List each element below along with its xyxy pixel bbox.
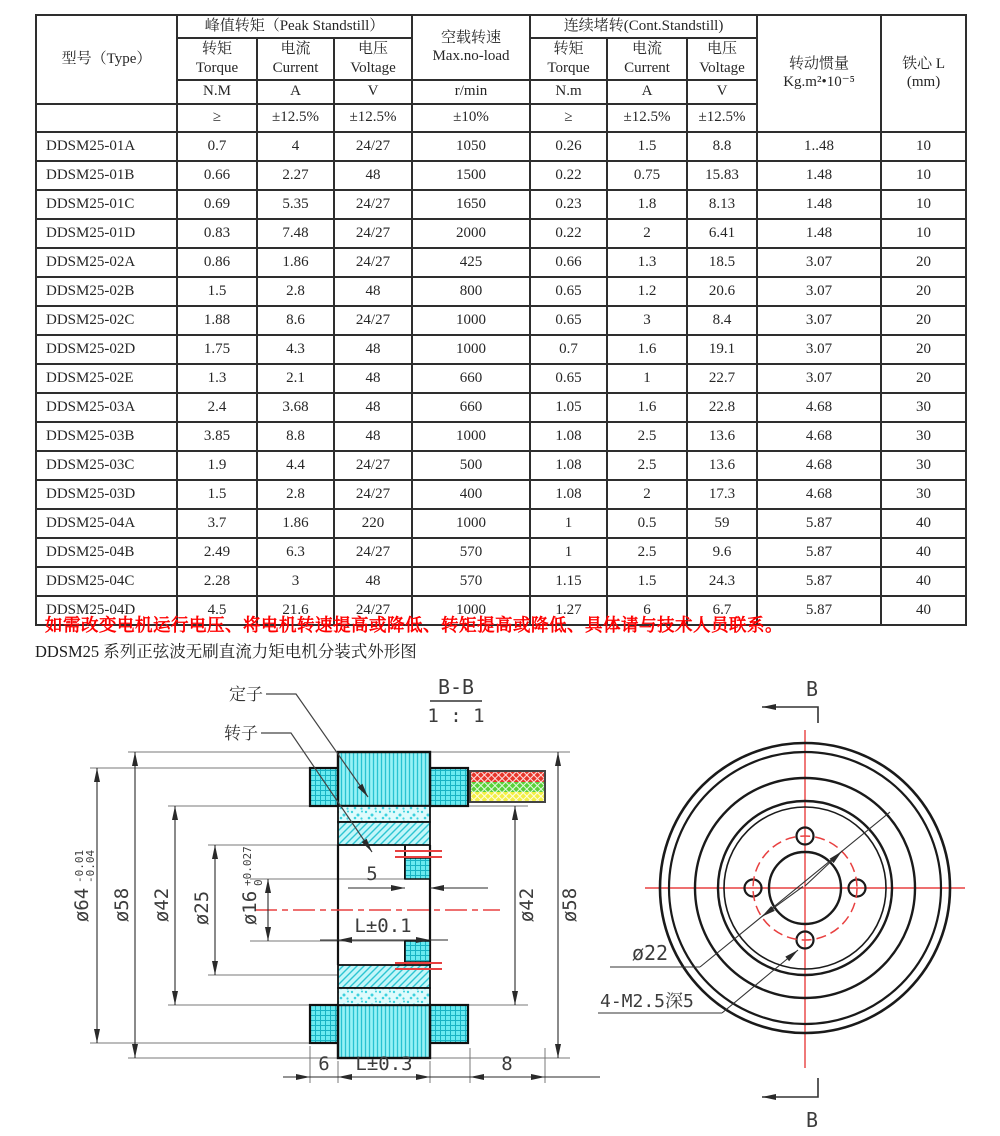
inertia-unit: Kg.m²•10⁻⁵ <box>783 74 855 91</box>
cell-cont-current: 6 <box>607 596 687 625</box>
peak-current-en: Current <box>272 59 319 76</box>
cont-current-cn: 电流 <box>632 41 663 57</box>
cell-cont-voltage: 6.41 <box>687 219 757 248</box>
cell-noload-speed: 570 <box>412 538 530 567</box>
cont-voltage-en: Voltage <box>699 59 745 76</box>
svg-text:ø25: ø25 <box>191 890 213 926</box>
cell-cont-voltage: 22.7 <box>687 364 757 393</box>
cell-peak-current: 8.8 <box>257 422 334 451</box>
cell-peak-torque: 0.83 <box>177 219 257 248</box>
cell-core-length: 20 <box>881 306 966 335</box>
cell-peak-current: 2.1 <box>257 364 334 393</box>
cell-cont-current: 1.6 <box>607 335 687 364</box>
cell-core-length: 40 <box>881 509 966 538</box>
cell-noload-speed: 1500 <box>412 161 530 190</box>
cell-core-length: 30 <box>881 451 966 480</box>
cell-type: DDSM25-04B <box>36 538 177 567</box>
col-group-cont: 连续堵转(Cont.Standstill) <box>530 15 757 38</box>
cell-inertia: 1.48 <box>757 161 881 190</box>
cell-cont-voltage: 59 <box>687 509 757 538</box>
cell-peak-current: 1.86 <box>257 509 334 538</box>
cell-cont-torque: 1.08 <box>530 422 607 451</box>
tol-type-empty <box>36 104 177 132</box>
cell-type: DDSM25-04D <box>36 596 177 625</box>
table-row <box>36 132 966 161</box>
dim-dia58-left-label <box>111 888 133 922</box>
cell-peak-current: 8.6 <box>257 306 334 335</box>
cell-peak-voltage: 24/27 <box>334 480 412 509</box>
cell-peak-current: 4.4 <box>257 451 334 480</box>
cell-noload-speed: 425 <box>412 248 530 277</box>
unit-noload: r/min <box>412 80 530 104</box>
table-row <box>36 393 966 422</box>
cell-cont-torque: 1.05 <box>530 393 607 422</box>
cell-peak-torque: 1.5 <box>177 277 257 306</box>
cell-peak-voltage: 24/27 <box>334 538 412 567</box>
cell-peak-torque: 0.86 <box>177 248 257 277</box>
motor-cross-section <box>310 752 468 1058</box>
outline-drawing <box>0 660 1000 1136</box>
cell-peak-current: 4.3 <box>257 335 334 364</box>
cell-cont-voltage: 17.3 <box>687 480 757 509</box>
cell-noload-speed: 1650 <box>412 190 530 219</box>
cell-type: DDSM25-04A <box>36 509 177 538</box>
cell-peak-torque: 0.66 <box>177 161 257 190</box>
section-mark-bottom-label: B <box>805 1108 819 1132</box>
cell-core-length: 30 <box>881 422 966 451</box>
cell-core-length: 40 <box>881 538 966 567</box>
col-header-cont-torque <box>530 38 607 80</box>
svg-text:ø58: ø58 <box>111 887 133 923</box>
cell-peak-voltage: 24/27 <box>334 306 412 335</box>
cell-cont-current: 2.5 <box>607 538 687 567</box>
noload-en: Max.no-load <box>432 48 510 65</box>
cell-peak-current: 3 <box>257 567 334 596</box>
core-cn: 铁心 L <box>902 55 945 72</box>
cell-peak-current: 2.8 <box>257 480 334 509</box>
cell-cont-torque: 0.7 <box>530 335 607 364</box>
svg-text:ø42: ø42 <box>516 887 538 923</box>
cell-cont-torque: 1 <box>530 538 607 567</box>
cell-noload-speed: 1000 <box>412 509 530 538</box>
cell-cont-voltage: 18.5 <box>687 248 757 277</box>
cell-peak-voltage: 48 <box>334 335 412 364</box>
noload-cn: 空载转速 <box>441 29 502 46</box>
cell-cont-current: 1.6 <box>607 393 687 422</box>
cell-type: DDSM25-03A <box>36 393 177 422</box>
svg-text:ø16: ø16 <box>239 890 261 926</box>
cell-core-length: 40 <box>881 596 966 625</box>
cell-cont-current: 2 <box>607 219 687 248</box>
dia16-tol-lower: 0 <box>252 879 265 886</box>
cont-voltage-cn: 电压 <box>707 41 738 57</box>
dim-dia42-right-label <box>516 888 538 922</box>
end-view <box>598 677 965 1132</box>
dia16-tol-upper: +0.027 <box>241 846 254 886</box>
cell-peak-voltage: 48 <box>334 364 412 393</box>
section-cut-top <box>762 707 818 723</box>
tol-peak-torque: ≥ <box>177 104 257 132</box>
cell-cont-current: 1.5 <box>607 132 687 161</box>
unit-cont-voltage: V <box>687 80 757 104</box>
cell-peak-current: 2.8 <box>257 277 334 306</box>
cell-type: DDSM25-03C <box>36 451 177 480</box>
cell-cont-voltage: 19.1 <box>687 335 757 364</box>
col-header-peak-torque <box>177 38 257 80</box>
cell-core-length: 10 <box>881 132 966 161</box>
cell-type: DDSM25-02A <box>36 248 177 277</box>
tol-cont-torque: ≥ <box>530 104 607 132</box>
table-row <box>36 422 966 451</box>
cell-cont-voltage: 15.83 <box>687 161 757 190</box>
cell-cont-current: 1.2 <box>607 277 687 306</box>
thread-note-label: 4-M2.5深5 <box>600 991 694 1012</box>
cell-noload-speed: 1000 <box>412 335 530 364</box>
cell-inertia: 4.68 <box>757 393 881 422</box>
core-unit: (mm) <box>906 74 941 91</box>
cell-type: DDSM25-01A <box>36 132 177 161</box>
section-cut-bottom <box>762 1078 818 1097</box>
cont-current-en: Current <box>624 59 670 76</box>
end-view-centerlines <box>645 730 965 1068</box>
table-row <box>36 161 966 190</box>
cell-peak-torque: 1.88 <box>177 306 257 335</box>
cell-peak-voltage: 48 <box>334 161 412 190</box>
cell-peak-voltage: 48 <box>334 422 412 451</box>
cell-peak-voltage: 24/27 <box>334 219 412 248</box>
col-header-peak-voltage <box>334 38 412 80</box>
col-header-inertia <box>757 15 881 132</box>
cell-type: DDSM25-02B <box>36 277 177 306</box>
cell-peak-voltage: 220 <box>334 509 412 538</box>
cell-noload-speed: 1000 <box>412 422 530 451</box>
cell-peak-voltage: 24/27 <box>334 132 412 161</box>
cell-type: DDSM25-01C <box>36 190 177 219</box>
cell-core-length: 30 <box>881 480 966 509</box>
dim-dia16-label <box>239 846 265 925</box>
cell-inertia: 1..48 <box>757 132 881 161</box>
dim-l01-label: L±0.1 <box>354 915 412 937</box>
cont-torque-cn: 转矩 <box>553 41 584 57</box>
table-row <box>36 480 966 509</box>
cell-type: DDSM25-02C <box>36 306 177 335</box>
table-row <box>36 364 966 393</box>
cell-peak-torque: 0.69 <box>177 190 257 219</box>
cell-type: DDSM25-02E <box>36 364 177 393</box>
col-header-noload <box>412 15 530 80</box>
svg-text:ø42: ø42 <box>151 887 173 923</box>
dia64-tol-upper: -0.01 <box>73 849 86 883</box>
cell-cont-current: 3 <box>607 306 687 335</box>
section-title: B-B <box>437 675 475 699</box>
cell-cont-torque: 0.65 <box>530 306 607 335</box>
table-row <box>36 190 966 219</box>
cell-inertia: 3.07 <box>757 306 881 335</box>
spec-table-body <box>36 132 966 625</box>
cell-cont-torque: 0.65 <box>530 277 607 306</box>
cell-core-length: 20 <box>881 248 966 277</box>
unit-peak-voltage: V <box>334 80 412 104</box>
unit-peak-current: A <box>257 80 334 104</box>
outline-drawing-caption: DDSM25 系列正弦波无刷直流力矩电机分装式外形图 <box>35 642 417 661</box>
cell-inertia: 3.07 <box>757 248 881 277</box>
section-scale: 1 : 1 <box>427 705 485 727</box>
table-row <box>36 509 966 538</box>
cell-peak-torque: 1.3 <box>177 364 257 393</box>
lead-wires <box>470 771 545 802</box>
dim-6-label: 6 <box>318 1053 330 1075</box>
peak-current-cn: 电流 <box>280 41 311 57</box>
cell-cont-current: 0.75 <box>607 161 687 190</box>
cell-peak-current: 1.86 <box>257 248 334 277</box>
cell-peak-current: 3.68 <box>257 393 334 422</box>
cell-cont-voltage: 8.13 <box>687 190 757 219</box>
table-row <box>36 567 966 596</box>
cell-cont-voltage: 20.6 <box>687 277 757 306</box>
dim-l03-label: L±0.3 <box>355 1053 413 1075</box>
cell-peak-torque: 2.49 <box>177 538 257 567</box>
cell-core-length: 20 <box>881 277 966 306</box>
cell-cont-current: 1.3 <box>607 248 687 277</box>
cell-peak-current: 5.35 <box>257 190 334 219</box>
cell-peak-voltage: 24/27 <box>334 451 412 480</box>
cell-noload-speed: 500 <box>412 451 530 480</box>
cell-peak-torque: 4.5 <box>177 596 257 625</box>
cell-noload-speed: 2000 <box>412 219 530 248</box>
unit-cont-current: A <box>607 80 687 104</box>
tol-peak-voltage: ±12.5% <box>334 104 412 132</box>
col-header-cont-current <box>607 38 687 80</box>
cell-cont-voltage: 8.8 <box>687 132 757 161</box>
col-header-peak-current <box>257 38 334 80</box>
cell-type: DDSM25-04C <box>36 567 177 596</box>
cell-cont-torque: 0.26 <box>530 132 607 161</box>
cell-noload-speed: 1050 <box>412 132 530 161</box>
unit-peak-torque: N.M <box>177 80 257 104</box>
cell-inertia: 1.48 <box>757 190 881 219</box>
cell-peak-voltage: 48 <box>334 277 412 306</box>
cell-cont-current: 2 <box>607 480 687 509</box>
peak-voltage-cn: 电压 <box>358 41 389 57</box>
cell-noload-speed: 1000 <box>412 306 530 335</box>
cell-noload-speed: 1000 <box>412 596 530 625</box>
cell-cont-torque: 0.23 <box>530 190 607 219</box>
col-header-cont-voltage <box>687 38 757 80</box>
cell-core-length: 10 <box>881 161 966 190</box>
cell-cont-voltage: 13.6 <box>687 451 757 480</box>
cell-type: DDSM25-01D <box>36 219 177 248</box>
section-view <box>71 675 600 1083</box>
svg-text:ø58: ø58 <box>559 887 581 923</box>
cell-cont-torque: 0.22 <box>530 161 607 190</box>
cell-peak-current: 4 <box>257 132 334 161</box>
cell-core-length: 30 <box>881 393 966 422</box>
peak-torque-cn: 转矩 <box>201 41 232 57</box>
spec-table-header <box>36 15 966 132</box>
cell-peak-voltage: 48 <box>334 567 412 596</box>
cell-cont-current: 1.8 <box>607 190 687 219</box>
cell-inertia: 3.07 <box>757 364 881 393</box>
cell-cont-torque: 1.08 <box>530 451 607 480</box>
cell-cont-voltage: 13.6 <box>687 422 757 451</box>
cell-core-length: 10 <box>881 190 966 219</box>
cell-inertia: 5.87 <box>757 509 881 538</box>
cell-cont-torque: 0.66 <box>530 248 607 277</box>
dim-dia42-left-label <box>151 888 173 922</box>
cell-peak-torque: 0.7 <box>177 132 257 161</box>
cell-noload-speed: 400 <box>412 480 530 509</box>
cell-cont-voltage: 9.6 <box>687 538 757 567</box>
tol-peak-current: ±12.5% <box>257 104 334 132</box>
cell-type: DDSM25-03D <box>36 480 177 509</box>
cell-cont-current: 0.5 <box>607 509 687 538</box>
cell-cont-torque: 1.27 <box>530 596 607 625</box>
cell-peak-torque: 1.9 <box>177 451 257 480</box>
inertia-cn: 转动惯量 <box>789 55 850 72</box>
cell-noload-speed: 570 <box>412 567 530 596</box>
cell-peak-current: 2.27 <box>257 161 334 190</box>
cell-inertia: 5.87 <box>757 538 881 567</box>
dim-dia64-label <box>71 850 97 923</box>
cell-inertia: 5.87 <box>757 596 881 625</box>
peak-voltage-en: Voltage <box>350 59 396 76</box>
svg-text:ø64: ø64 <box>71 887 93 923</box>
table-row <box>36 306 966 335</box>
tol-cont-voltage: ±12.5% <box>687 104 757 132</box>
cell-peak-current: 21.6 <box>257 596 334 625</box>
cell-inertia: 1.48 <box>757 219 881 248</box>
spec-table <box>35 14 967 626</box>
cell-type: DDSM25-02D <box>36 335 177 364</box>
cell-cont-current: 2.5 <box>607 422 687 451</box>
col-header-core <box>881 15 966 132</box>
cell-inertia: 3.07 <box>757 277 881 306</box>
stator-label: 定子 <box>229 685 263 704</box>
cell-inertia: 5.87 <box>757 567 881 596</box>
cell-cont-voltage: 6.7 <box>687 596 757 625</box>
cell-peak-current: 7.48 <box>257 219 334 248</box>
cell-cont-torque: 1 <box>530 509 607 538</box>
cell-cont-torque: 1.08 <box>530 480 607 509</box>
cont-torque-en: Torque <box>547 59 590 76</box>
cell-peak-torque: 2.4 <box>177 393 257 422</box>
cell-core-length: 40 <box>881 567 966 596</box>
cell-noload-speed: 660 <box>412 364 530 393</box>
dim-dia58-right-label <box>559 888 581 922</box>
cell-inertia: 3.07 <box>757 335 881 364</box>
dim-5-label: 5 <box>366 863 378 885</box>
peak-torque-en: Torque <box>195 59 239 76</box>
table-row <box>36 219 966 248</box>
cell-peak-torque: 3.85 <box>177 422 257 451</box>
cell-cont-voltage: 24.3 <box>687 567 757 596</box>
cell-cont-current: 2.5 <box>607 451 687 480</box>
cell-cont-torque: 1.15 <box>530 567 607 596</box>
cell-type: DDSM25-03B <box>36 422 177 451</box>
cell-peak-voltage: 24/27 <box>334 248 412 277</box>
cell-cont-torque: 0.65 <box>530 364 607 393</box>
unit-cont-torque: N.m <box>530 80 607 104</box>
cell-peak-current: 6.3 <box>257 538 334 567</box>
table-row <box>36 538 966 567</box>
cell-cont-torque: 0.22 <box>530 219 607 248</box>
tol-noload: ±10% <box>412 104 530 132</box>
cell-peak-torque: 2.28 <box>177 567 257 596</box>
table-row <box>36 248 966 277</box>
cell-noload-speed: 800 <box>412 277 530 306</box>
cell-cont-current: 1 <box>607 364 687 393</box>
cell-core-length: 20 <box>881 335 966 364</box>
cell-peak-voltage: 48 <box>334 393 412 422</box>
cell-cont-current: 1.5 <box>607 567 687 596</box>
col-group-peak: 峰值转矩（Peak Standstill） <box>177 15 412 38</box>
cell-peak-torque: 1.5 <box>177 480 257 509</box>
cell-peak-voltage: 24/27 <box>334 596 412 625</box>
cell-inertia: 4.68 <box>757 480 881 509</box>
cell-cont-voltage: 22.8 <box>687 393 757 422</box>
cell-type: DDSM25-01B <box>36 161 177 190</box>
cell-peak-torque: 1.75 <box>177 335 257 364</box>
table-row <box>36 277 966 306</box>
cell-inertia: 4.68 <box>757 422 881 451</box>
voltage-change-warning: 如需改变电机运行电压、将电机转速提高或降低、转矩提高或降低、具体请与技术人员联系。 <box>45 615 783 635</box>
cell-core-length: 10 <box>881 219 966 248</box>
section-mark-top-label: B <box>805 677 819 701</box>
dim-dia22-label: ø22 <box>631 941 669 965</box>
dim-dia25-label <box>191 891 213 925</box>
cell-inertia: 4.68 <box>757 451 881 480</box>
cell-peak-voltage: 24/27 <box>334 190 412 219</box>
col-header-type: 型号（Type） <box>36 15 177 104</box>
tol-cont-current: ±12.5% <box>607 104 687 132</box>
cell-peak-torque: 3.7 <box>177 509 257 538</box>
table-row <box>36 335 966 364</box>
dia64-tol-lower: -0.04 <box>84 849 97 883</box>
dim-8-label: 8 <box>501 1053 513 1075</box>
cell-cont-voltage: 8.4 <box>687 306 757 335</box>
cell-core-length: 20 <box>881 364 966 393</box>
cell-noload-speed: 660 <box>412 393 530 422</box>
rotor-label: 转子 <box>224 724 258 743</box>
table-row <box>36 451 966 480</box>
